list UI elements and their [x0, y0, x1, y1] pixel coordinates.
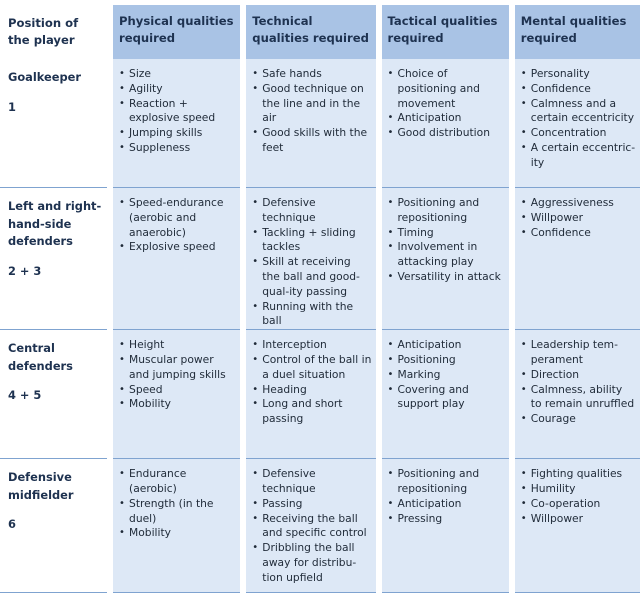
- list-item: • Height: [119, 338, 236, 353]
- list-item: • Choice of positioning and movement: [388, 67, 505, 111]
- list-item: • Suppleness: [119, 141, 236, 156]
- list-item: • Leadership tem-perament: [521, 338, 636, 368]
- list-item: • Anticipation: [388, 338, 505, 353]
- position-name: Left and right-hand-side defenders: [8, 199, 102, 248]
- list-item: • Muscular power and jumping skills: [119, 353, 236, 383]
- mental-qualities-cell: [515, 59, 640, 188]
- list-item: • Calmness and a certain eccentricity: [521, 97, 636, 127]
- list-item: • Timing: [388, 226, 505, 241]
- physical-qualities-list: [119, 467, 236, 541]
- list-item: • Agility: [119, 82, 236, 97]
- technical-qualities-list: [252, 467, 371, 585]
- list-item: • Defensive technique: [252, 196, 371, 226]
- position-number: 6: [8, 517, 16, 532]
- technical-qualities-cell: [246, 330, 375, 459]
- list-item: • Humility: [521, 482, 636, 497]
- technical-qualities-list: [252, 196, 371, 329]
- table-row: [0, 188, 640, 330]
- list-item: • Good distribution: [388, 126, 505, 141]
- position-name: Goalkeeper: [8, 70, 81, 84]
- mental-qualities-cell: [515, 188, 640, 330]
- list-item: • Calmness, ability to remain unruffled: [521, 383, 636, 413]
- list-item: • A certain eccentric-ity: [521, 141, 636, 171]
- list-item: • Tackling + sliding tackles: [252, 226, 371, 256]
- list-item: • Courage: [521, 412, 636, 427]
- table-row: [0, 59, 640, 188]
- list-item: • Skill at receiving the ball and good-qual-ity passing: [252, 255, 371, 299]
- header-position: [0, 5, 107, 59]
- tactical-qualities-cell: [382, 330, 509, 459]
- header-mental: [515, 5, 640, 59]
- tactical-qualities-list: [388, 338, 505, 412]
- list-item: • Aggressiveness: [521, 196, 636, 211]
- list-item: • Anticipation: [388, 111, 505, 126]
- list-item: • Speed: [119, 383, 236, 398]
- list-item: • Covering and support play: [388, 383, 505, 413]
- mental-qualities-cell: [515, 330, 640, 459]
- technical-qualities-cell: [246, 59, 375, 188]
- technical-qualities-list: [252, 67, 371, 156]
- list-item: • Mobility: [119, 526, 236, 541]
- header-technical-label: Technical qualities required: [252, 14, 369, 45]
- header-row: [0, 5, 640, 59]
- list-item: • Positioning and repositioning: [388, 467, 505, 497]
- list-item: • Jumping skills: [119, 126, 236, 141]
- list-item: • Receiving the ball and specific control: [252, 512, 371, 542]
- list-item: • Passing: [252, 497, 371, 512]
- header-tactical: [382, 5, 509, 59]
- position-name: Central defenders: [8, 341, 73, 373]
- list-item: • Safe hands: [252, 67, 371, 82]
- list-item: • Positioning and repositioning: [388, 196, 505, 226]
- list-item: • Good skills with the feet: [252, 126, 371, 156]
- position-name: Defensive midfielder: [8, 470, 74, 502]
- list-item: • Positioning: [388, 353, 505, 368]
- list-item: • Mobility: [119, 397, 236, 412]
- list-item: • Direction: [521, 368, 636, 383]
- position-cell: [0, 330, 107, 459]
- list-item: • Long and short passing: [252, 397, 371, 427]
- position-cell: [0, 59, 107, 188]
- list-item: • Co-operation: [521, 497, 636, 512]
- mental-qualities-list: [521, 338, 636, 427]
- list-item: • Concentration: [521, 126, 636, 141]
- list-item: • Marking: [388, 368, 505, 383]
- list-item: • Confidence: [521, 226, 636, 241]
- list-item: • Reaction + explosive speed: [119, 97, 236, 127]
- position-number: 1: [8, 99, 16, 114]
- position-number: 2 + 3: [8, 263, 42, 278]
- list-item: • Interception: [252, 338, 371, 353]
- list-item: • Speed-endurance (aerobic and anaerobic): [119, 196, 236, 240]
- tactical-qualities-cell: [382, 188, 509, 330]
- header-technical: [246, 5, 375, 59]
- list-item: • Involvement in attacking play: [388, 240, 505, 270]
- player-qualities-table: [0, 5, 640, 593]
- mental-qualities-cell: [515, 459, 640, 593]
- tactical-qualities-list: [388, 196, 505, 285]
- physical-qualities-cell: [113, 330, 240, 459]
- physical-qualities-cell: [113, 459, 240, 593]
- header-tactical-label: Tactical qualities required: [387, 14, 498, 45]
- physical-qualities-list: [119, 338, 236, 412]
- list-item: • Heading: [252, 383, 371, 398]
- list-item: • Endurance (aerobic): [119, 467, 236, 497]
- list-item: • Running with the ball: [252, 300, 371, 330]
- list-item: • Pressing: [388, 512, 505, 527]
- header-physical-label: Physical qualities required: [119, 14, 234, 45]
- list-item: • Confidence: [521, 82, 636, 97]
- list-item: • Willpower: [521, 512, 636, 527]
- physical-qualities-cell: [113, 188, 240, 330]
- table-row: [0, 459, 640, 593]
- list-item: • Explosive speed: [119, 240, 236, 255]
- header-position-label: Position of the player: [8, 16, 79, 47]
- list-item: • Personality: [521, 67, 636, 82]
- mental-qualities-list: [521, 467, 636, 526]
- list-item: • Versatility in attack: [388, 270, 505, 285]
- tactical-qualities-cell: [382, 59, 509, 188]
- position-cell: [0, 188, 107, 330]
- tactical-qualities-cell: [382, 459, 509, 593]
- list-item: • Control of the ball in a duel situation: [252, 353, 371, 383]
- tactical-qualities-list: [388, 467, 505, 526]
- header-physical: [113, 5, 240, 59]
- physical-qualities-list: [119, 67, 236, 156]
- technical-qualities-list: [252, 338, 371, 427]
- technical-qualities-cell: [246, 459, 375, 593]
- list-item: • Willpower: [521, 211, 636, 226]
- list-item: • Fighting qualities: [521, 467, 636, 482]
- header-mental-label: Mental qualities required: [520, 14, 627, 45]
- table-row: [0, 330, 640, 459]
- position-number: 4 + 5: [8, 388, 42, 403]
- physical-qualities-list: [119, 196, 236, 255]
- position-cell: [0, 459, 107, 593]
- list-item: • Good technique on the line and in the air: [252, 82, 371, 126]
- physical-qualities-cell: [113, 59, 240, 188]
- mental-qualities-list: [521, 67, 636, 171]
- list-item: • Strength (in the duel): [119, 497, 236, 527]
- technical-qualities-cell: [246, 188, 375, 330]
- tactical-qualities-list: [388, 67, 505, 141]
- list-item: • Dribbling the ball away for distribu-tion upfield: [252, 541, 371, 585]
- list-item: • Size: [119, 67, 236, 82]
- list-item: • Anticipation: [388, 497, 505, 512]
- mental-qualities-list: [521, 196, 636, 240]
- list-item: • Defensive technique: [252, 467, 371, 497]
